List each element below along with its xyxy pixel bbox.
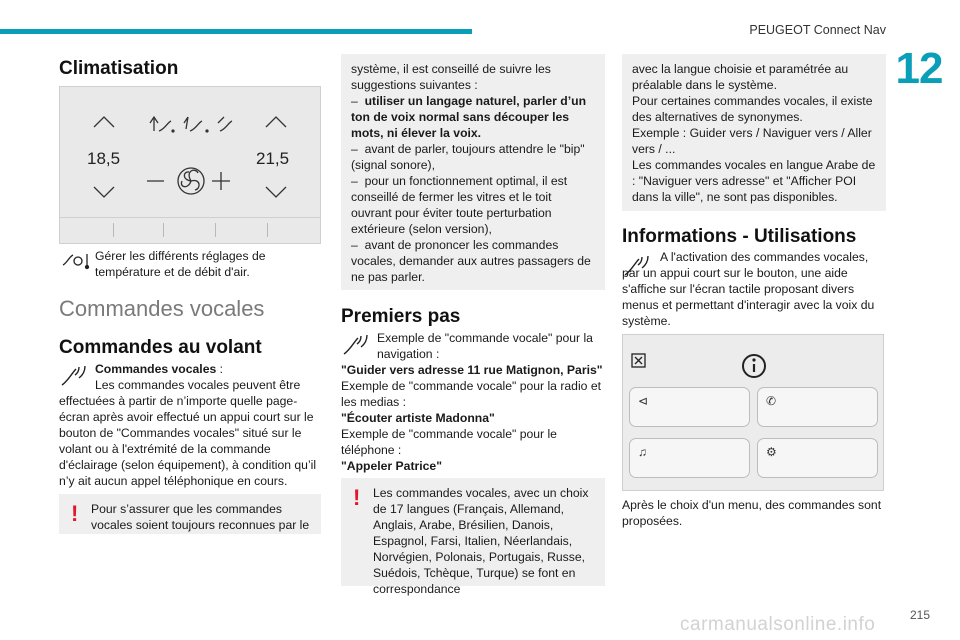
command-phone: "Appeler Patrice" — [341, 459, 442, 473]
page-number: 215 — [910, 608, 931, 622]
tips-item-4: – avant de prononcer les commandes vocales, demander aux autres passagers de ne pas parler. — [351, 238, 591, 284]
music-icon: ♫ — [638, 445, 647, 459]
climate-bottom-strip — [60, 217, 320, 243]
warning-box-2 — [341, 478, 605, 596]
voice-command-block — [59, 361, 321, 489]
lang-p1: avec la langue choisie et paramétrée au préalable dans le système. — [632, 62, 849, 92]
menu-button-navigation[interactable] — [629, 387, 750, 427]
voice-desc-rest: effectuées à partir de n’importe quelle page-écran après avoir effectué un appui court sur le bouton de "Commandes vocales" situé sur le volant ou à l'extrémité de la commande d'éclairage (selon équipement), à condition qu’il n’y ait aucun appel téléphonique en cours. — [59, 394, 317, 488]
lang-p3: Exemple : Guider vers / Naviguer vers / Aller vers / ... — [632, 126, 872, 156]
info-block — [622, 249, 886, 329]
heading-premiers-pas: Premiers pas — [341, 306, 461, 327]
temperature-right: 21,5 — [256, 149, 290, 168]
voice-command-icon — [622, 253, 650, 282]
heading-climatisation: Climatisation — [59, 58, 179, 79]
warning-box-1 — [59, 494, 321, 534]
command-radio: "Écouter artiste Madonna" — [341, 411, 495, 425]
tips-intro: système, il est conseillé de suivre les suggestions suivantes : — [351, 62, 551, 92]
tips-item-1: – utiliser un langage naturel, parler d’un ton de voix normal sans découper les mots, ni élever la voix. — [351, 94, 587, 140]
examples-block — [341, 330, 605, 474]
header-title: PEUGEOT Connect Nav — [749, 23, 886, 37]
command-nav: "Guider vers adresse 11 rue Matignon, Paris" — [341, 363, 603, 377]
navigation-icon: ⊲ — [638, 394, 649, 408]
menu-button-settings[interactable] — [757, 438, 878, 478]
climate-description: Gérer les différents réglages de température et de débit d'air. — [95, 249, 266, 279]
climate-screen — [59, 86, 321, 244]
example-radio: Exemple de "commande vocale" pour la radio et les medias : — [341, 379, 601, 409]
menu-button-phone[interactable] — [757, 387, 878, 427]
voice-command-icon — [341, 330, 377, 361]
climate-desc-row — [59, 248, 321, 280]
voice-menu-screen — [622, 334, 884, 491]
warning-text-1: Pour s’assurer que les commandes vocales soient toujours reconnues par le — [91, 502, 310, 532]
lang-p4: Les commandes vocales en langue Arabe de : "Naviguer vers adresse" et "Afficher POI dans la ville", ne sont pas disponibles. — [632, 158, 876, 204]
chapter-number: 12 — [895, 44, 943, 93]
menu-button-media[interactable] — [629, 438, 750, 478]
lang-p2: Pour certaines commandes vocales, il existe des alternatives de synonymes. — [632, 94, 873, 124]
voice-label-bold: Commandes vocales — [95, 362, 217, 376]
heading-informations: Informations - Utilisations — [622, 226, 857, 247]
voice-label-colon: : — [216, 362, 224, 376]
info-icon[interactable] — [741, 353, 767, 379]
temperature-left: 18,5 — [87, 149, 121, 168]
gear-icon: ⚙ — [766, 445, 777, 459]
example-phone: Exemple de "commande vocale" pour le téléphone : — [341, 427, 557, 457]
language-info-box — [622, 54, 886, 211]
heading-commandes-vocales: Commandes vocales — [59, 296, 265, 321]
warning-icon: ! — [71, 501, 79, 526]
climate-icon — [59, 248, 95, 275]
example-nav: Exemple de "commande vocale" pour la navigation : — [377, 331, 593, 361]
info-text: A l'activation des commandes vocales, par un appui court sur le bouton, une aide s'affiche sur l'écran tactile proposant divers menus et permettant d'interagir avec la voix du système. — [622, 250, 875, 328]
header-accent-bar — [0, 29, 472, 34]
after-menu-text: Après le choix d'un menu, des commandes sont proposées. — [622, 498, 882, 528]
tips-item-2: – avant de parler, toujours attendre le "bip" (signal sonore), — [351, 142, 585, 172]
heading-commandes-au-volant: Commandes au volant — [59, 337, 262, 358]
close-icon[interactable] — [631, 353, 647, 369]
warning-text-2: Les commandes vocales, avec un choix de 17 langues (Français, Allemand, Anglais, Arabe, Brésilien, Danois, Espagnol, Farsi, Italien, Néerlandais, Norvégien, Polonais, Portugais, Russe, Suédois, Tchèque, Turque) se font en correspondance — [373, 486, 589, 596]
voice-desc-first: Les commandes vocales peuvent être — [95, 378, 301, 392]
phone-icon: ✆ — [766, 394, 777, 408]
voice-command-icon — [59, 361, 95, 392]
watermark: carmanualsonline.info — [680, 614, 876, 635]
tips-item-3: – pour un fonctionnement optimal, il est conseillé de fermer les vitres et le toit ouvrant pour éviter toute perturbation extérieure (selon version), — [351, 174, 568, 236]
warning-icon: ! — [353, 485, 361, 510]
voice-tips-box — [341, 54, 605, 290]
